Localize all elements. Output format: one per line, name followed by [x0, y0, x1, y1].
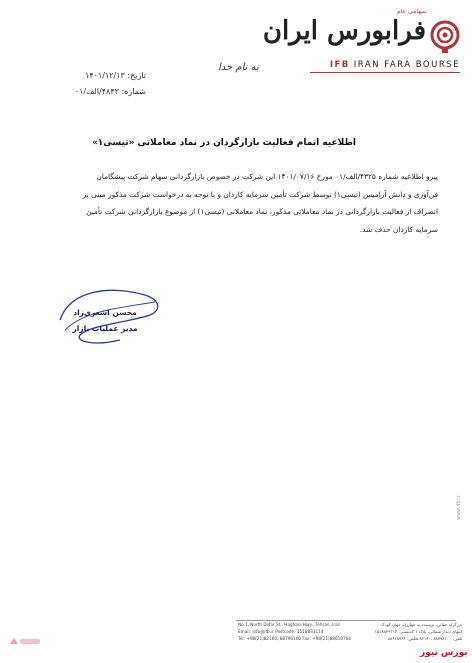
- watermark-logo-icon: [8, 634, 44, 648]
- bourse-news-brand: بورس نیوز: [420, 648, 468, 658]
- body-line: پیرو اطلاعیه شماره ۴۳۲۵/الف/۰۱ مورخ ۱۴۰۱/۰۷/۱۶ این شرکت در خصوص بازارگردانی سهام شرکت پیشگامان: [96, 172, 438, 181]
- body-line: سرمایه کاردان حذف شد.: [359, 224, 438, 234]
- date-label: تاریخ:: [127, 71, 146, 80]
- footer-address-fa: [366, 621, 462, 642]
- signer-role: مدیر عملیات بازار: [72, 324, 138, 333]
- bismillah: به نام خدا: [218, 62, 259, 73]
- date-value: ۱۴۰۱/۱۲/۱۳: [85, 71, 125, 80]
- footer-en-line: No.1, North Didar St., Haghani Hwy., Tehran, Iran: [238, 622, 341, 627]
- footer-fa-line: بزرگراه حقانی، نرسیده به چهارراه جهان کودک: [380, 622, 462, 627]
- footer-address-en: [238, 621, 363, 642]
- footer-website: www.ifb.ir: [456, 495, 462, 520]
- number-label: شماره:: [121, 87, 146, 96]
- body-line: فن‌آوری و دانش آرامیس (تیسی۱) توسط شرکت تأمین سرمایه کاردان و با توجه به درخواست شرکت مذکور مبنی بر: [82, 189, 438, 199]
- letter-meta: [56, 68, 146, 100]
- footer-fa-line: تلفن: ۸۸۷۹۶۱۰۰ ،۸۲۱۶۰ فکس: ۸۸۶۱۸۷۶۴: [387, 636, 462, 641]
- footer-en-line: Email: info@ifb.ir Postcode: 1518833114: [238, 629, 324, 634]
- letter-body: [54, 168, 438, 238]
- logo-name-en: IRAN FARA BOURSE: [353, 60, 460, 70]
- body-line: انصراف از فعالیت بازارگردانی در نماد معاملاتی مذکور، نماد معاملاتی (تیسی۱) از موضوع بازارگردانی شرکت تأمین: [86, 207, 438, 216]
- number-row: [56, 84, 146, 100]
- letter-title: اطلاعیه اتمام فعالیت بازارگردان در نماد معاملاتی «تیسی۱»: [91, 138, 356, 148]
- ifb-emblem-icon: [430, 20, 460, 54]
- logo-text-en: [330, 60, 460, 70]
- footer-fa-line: انتهای دیدار شمالی، پلاک ۱ کدپستی: ۱۵۱۸۸۳۳۱۱۴: [374, 629, 462, 634]
- number-value: ۴۸۴۲/الف/۰۱: [74, 87, 119, 96]
- logo-tagline: سهامی عام: [397, 8, 426, 15]
- logo-text-fa: فرابورس ایران: [262, 16, 426, 46]
- signer-name: محسن اشعری‌زاد: [73, 308, 137, 317]
- signer-block: [60, 305, 150, 337]
- ifb-logo: [262, 8, 464, 82]
- logo-underline: [310, 72, 460, 73]
- footer-en-line: Tel: +98(21)82160, 88796100 Fax: +98(21)88618764: [238, 636, 351, 641]
- logo-code: IFB: [329, 60, 350, 70]
- date-row: [56, 68, 146, 84]
